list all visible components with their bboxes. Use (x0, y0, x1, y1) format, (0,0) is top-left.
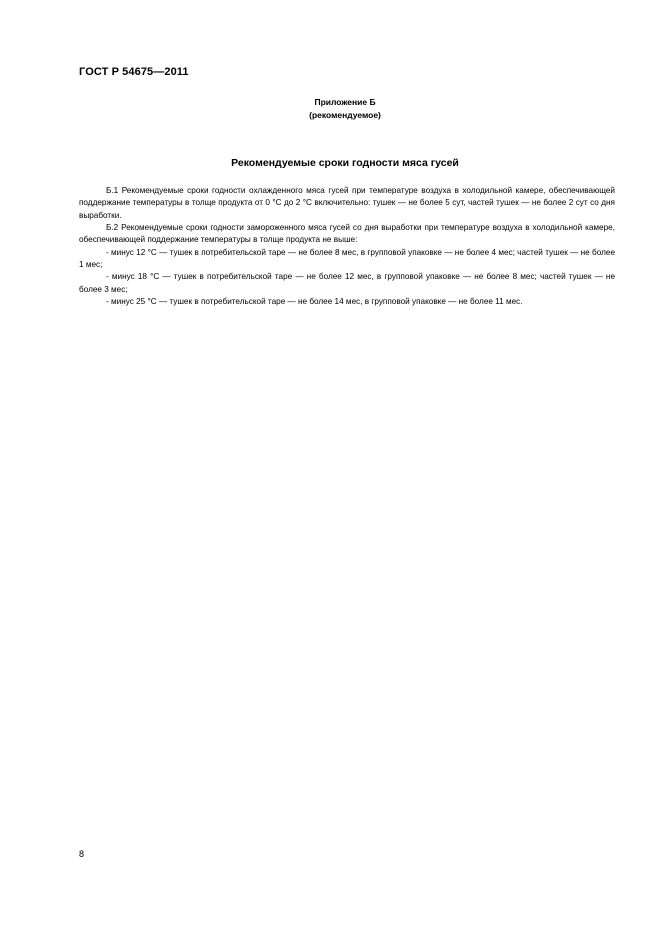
paragraph-b1: Б.1 Рекомендуемые сроки годности охлажденного мяса гусей при температуре воздуха в холодильной камере, обеспечивающей поддержание температуры в толще продукта от 0 °С до 2 °С включительно: тушек — не более 5 сут, частей тушек — не более 2 сут со дня выработки. (79, 186, 615, 220)
list-item-minus-12: - минус 12 °С — тушек в потребительской таре — не более 8 мес, в групповой упаковке — не более 4 мес; частей тушек — не более 1 мес; (79, 247, 615, 270)
appendix-status: (рекомендуемое) (309, 110, 381, 120)
list-item-minus-25: - минус 25 °С — тушек в потребительской таре — не более 14 мес, в групповой упаковке — не более 11 мес. (106, 297, 523, 307)
page-number: 8 (79, 849, 85, 859)
paragraph-b2: Б.2 Рекомендуемые сроки годности замороженного мяса гусей со дня выработки при температуре воздуха в холодильной камере, обеспечивающей поддержание температуры в толще продукта не выше: (79, 223, 615, 245)
body-text (79, 185, 615, 308)
appendix-title: Приложение Б (314, 97, 376, 107)
section-title: Рекомендуемые сроки годности мяса гусей (231, 157, 459, 169)
list-item-minus-18: - минус 18 °С — тушек в потребительской таре — не более 12 мес, в групповой упаковке — не более 8 мес; частей тушек — не более 3 мес; (79, 272, 615, 294)
document-code: ГОСТ Р 54675—2011 (79, 66, 189, 78)
